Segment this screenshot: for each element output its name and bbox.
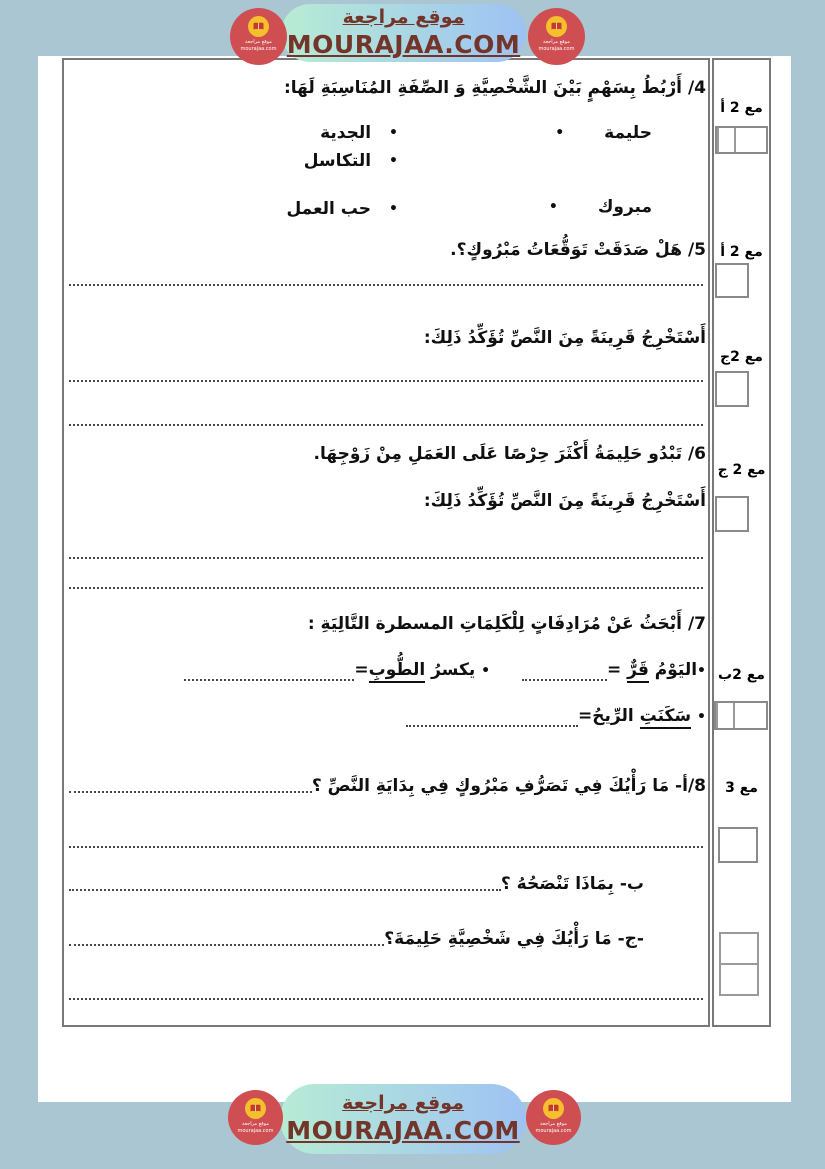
match-trait-laziness[interactable] — [304, 151, 398, 171]
question-5-followup — [424, 328, 706, 348]
answer-line — [69, 998, 703, 1000]
grade-box-triple — [715, 126, 768, 154]
logo-caption-ar: موقع مراجعة — [245, 39, 272, 45]
synonym-item-sakanat-arrih — [406, 706, 706, 726]
logo-caption-url: mourajaa.com — [538, 46, 575, 52]
logo-caption-ar: موقع مراجعة — [543, 39, 570, 45]
question-7-title — [308, 614, 706, 634]
site-logo — [230, 8, 287, 65]
question-text: أَرْبُطُ بِسَهْمٍ بَيْنَ الشَّخْصِيَّةِ وَ الصِّفَةِ المُنَاسِبَةِ لَهَا: — [284, 78, 683, 98]
question-5-title — [450, 240, 706, 260]
bullet-icon[interactable]: • — [389, 153, 398, 169]
item-text: = — [354, 660, 369, 680]
trait-label: حب العمل — [286, 199, 372, 219]
underlined-word: قَرٌّ — [627, 660, 649, 683]
question-number: 4/ — [687, 78, 706, 98]
question-number: 6/ — [687, 444, 706, 464]
grade-box — [715, 496, 749, 532]
bullet-icon: • — [481, 663, 491, 679]
grade-box-triple — [714, 701, 768, 730]
grade-box — [718, 827, 758, 863]
question-text: -ج- مَا رَأْيُكَ فِي شَخْصِيَّةِ حَلِيمَةَ؟ — [384, 929, 644, 949]
trait-label: التكاسل — [303, 151, 372, 171]
item-text: الرِّيحُ= — [577, 706, 640, 726]
mark-label: مع 2 أ — [720, 100, 763, 116]
answer-line — [69, 284, 703, 286]
answer-line — [69, 557, 703, 559]
brand-name-arabic[interactable]: موقع مراجعة — [342, 1092, 464, 1115]
logo-caption-ar: موقع مراجعة — [540, 1121, 567, 1127]
answer-line — [69, 587, 703, 589]
answer-line — [69, 846, 703, 848]
book-icon — [543, 1098, 564, 1119]
match-character-mabrouk[interactable] — [549, 197, 652, 217]
underlined-word: سَكَنَتِ — [640, 706, 692, 729]
trait-label: الجدية — [320, 123, 372, 143]
logo-caption — [240, 39, 276, 53]
brand-url[interactable]: MOURAJAA.COM — [286, 29, 521, 59]
mark-label: مع 2ب — [718, 667, 765, 683]
header-brand-pill — [281, 4, 526, 62]
site-logo — [528, 8, 585, 65]
character-label: مبروك — [597, 197, 652, 217]
question-number: 8/ — [687, 776, 706, 796]
item-text: = — [606, 660, 628, 680]
logo-caption-ar: موقع مراجعة — [242, 1121, 269, 1127]
grade-box — [715, 263, 749, 298]
question-text: هَلْ صَدَقَتْ تَوَقُّعَاتُ مَبْرُوكٍ؟. — [450, 240, 683, 260]
brand-url[interactable]: MOURAJAA.COM — [286, 1115, 520, 1145]
logo-caption-url: mourajaa.com — [535, 1128, 572, 1134]
question-8c — [69, 929, 644, 949]
question-text: أَسْتَخْرِجُ قَرِينَةً مِنَ النَّصِّ تُؤَكِّدُ ذَلِكَ: — [423, 491, 706, 511]
book-icon — [248, 16, 269, 37]
bullet-icon[interactable]: • — [389, 125, 398, 141]
character-label: حليمة — [604, 123, 652, 143]
site-logo — [526, 1090, 581, 1145]
site-logo — [228, 1090, 283, 1145]
synonym-item-yaksir-attub — [184, 660, 490, 680]
logo-caption — [237, 1121, 273, 1135]
question-text: تَبْدُو حَلِيمَةُ أَكْثَرَ حِرْصًا عَلَى العَمَلِ مِنْ زَوْجِهَا. — [313, 444, 683, 464]
answer-dots — [69, 933, 384, 946]
logo-caption — [535, 1121, 571, 1135]
question-4-title — [284, 78, 706, 98]
grading-column — [712, 58, 771, 1027]
question-number: 5/ — [687, 240, 706, 260]
answer-dots — [522, 668, 607, 681]
book-icon — [245, 1098, 266, 1119]
question-text: ب- بِمَاذَا تَنْصَحُهُ ؟ — [500, 874, 644, 894]
logo-caption-url: mourajaa.com — [240, 46, 277, 52]
match-character-halima[interactable] — [555, 123, 652, 143]
question-number: 7/ — [687, 614, 706, 634]
bullet-icon[interactable]: • — [548, 199, 558, 215]
bullet-icon: • — [697, 663, 706, 679]
question-7-row-1 — [184, 660, 706, 681]
bullet-icon: • — [697, 709, 706, 725]
item-text: اليَوْمُ — [648, 660, 698, 680]
synonym-item-yawm-qarr — [516, 660, 706, 680]
grade-box — [719, 932, 759, 965]
mark-label: مع 3 — [725, 780, 758, 796]
question-6-followup — [424, 491, 706, 511]
question-7-row-2 — [406, 706, 706, 727]
answer-line — [69, 380, 703, 382]
brand-name-arabic[interactable]: موقع مراجعة — [342, 6, 465, 29]
bullet-icon[interactable]: • — [389, 201, 398, 217]
grade-box-stack — [719, 932, 759, 996]
mark-label: مع 2 أ — [720, 244, 763, 260]
footer-brand-pill — [280, 1084, 526, 1154]
logo-caption — [538, 39, 574, 53]
book-icon — [546, 16, 567, 37]
answer-dots — [69, 780, 312, 793]
logo-caption-url: mourajaa.com — [237, 1128, 274, 1134]
answer-dots — [406, 714, 578, 727]
question-text: أَبْحَثُ عَنْ مُرَادِفَاتٍ لِلْكَلِمَاتِ المسطرة التَّالِيَةِ : — [307, 614, 683, 634]
item-text: يكسرُ — [425, 660, 476, 680]
match-trait-seriousness[interactable] — [320, 123, 398, 143]
question-6-title — [314, 444, 706, 464]
answer-dots — [184, 668, 354, 681]
question-text: أَسْتَخْرِجُ قَرِينَةً مِنَ النَّصِّ تُؤَكِّدُ ذَلِكَ: — [423, 328, 706, 348]
underlined-word: الطُّوبِ — [369, 660, 426, 683]
mark-label: مع 2ج — [720, 349, 763, 365]
answer-line — [69, 424, 703, 426]
match-trait-love-of-work[interactable] — [287, 199, 399, 219]
question-text: أ- مَا رَأْيُكَ فِي تَصَرُّفِ مَبْرُوكٍ فِي بِدَايَةِ النَّصِّ ؟ — [311, 776, 688, 796]
answer-dots — [69, 878, 501, 891]
question-8a — [69, 776, 706, 796]
grade-box — [715, 371, 749, 407]
grade-box — [719, 963, 759, 996]
mark-label: مع 2 ج — [717, 462, 766, 478]
bullet-icon[interactable]: • — [555, 125, 565, 141]
question-8b — [69, 874, 644, 894]
main-question-area — [62, 58, 710, 1027]
